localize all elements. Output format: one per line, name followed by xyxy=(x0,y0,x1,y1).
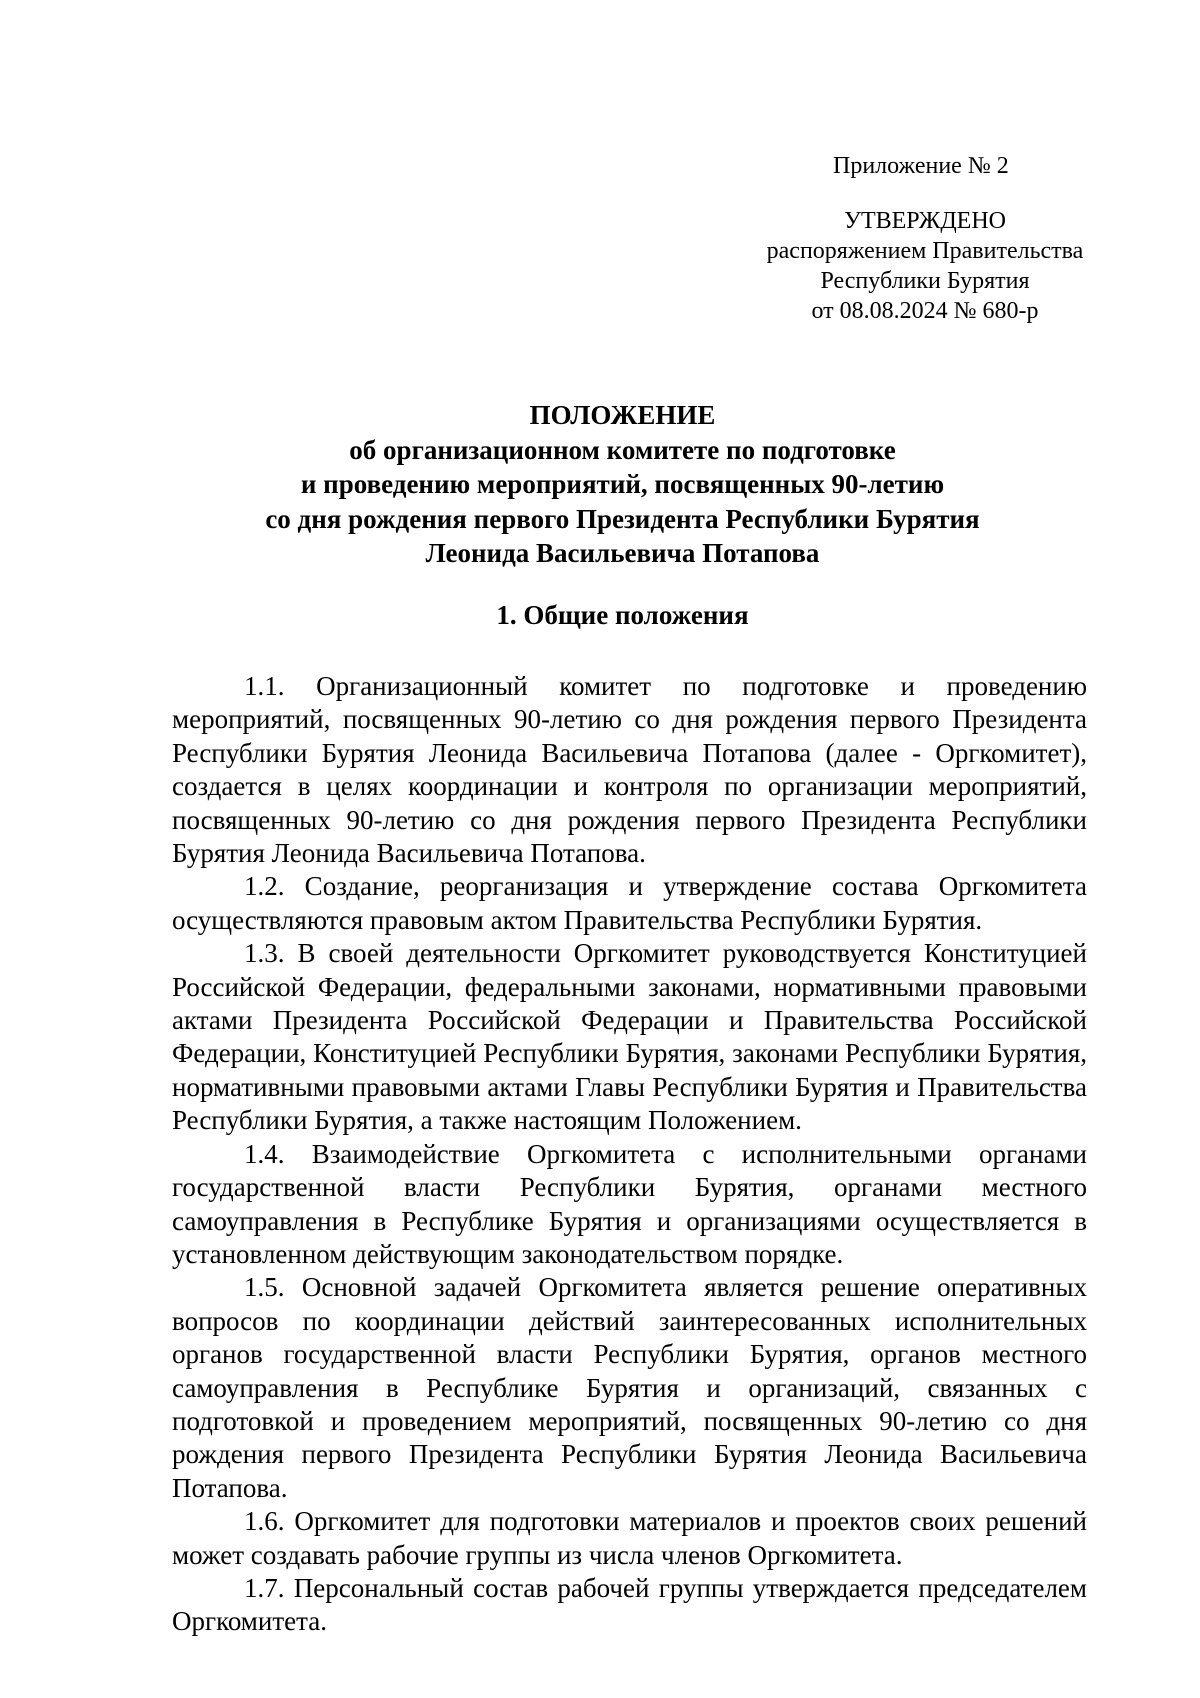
title-line: со дня рождения первого Президента Республики Бурятия xyxy=(265,503,980,534)
paragraph: 1.3. В своей деятельности Оргкомитет руководствуется Конституцией Российской Федерации, федеральными законами, нормативными правовыми актами Президента Российской Федерации и Правительства Российской Федерации, Конституцией Республики Бурятия, законами Республики Бурятия, нормативными правовыми актами Главы Республики Бурятия и Правительства Республики Бурятия, а также настоящим Положением. xyxy=(172,938,1087,1136)
document-title xyxy=(160,398,1085,571)
approval-line: Республики Бурятия xyxy=(820,268,1030,294)
section-body xyxy=(172,670,1087,1639)
paragraph: 1.2. Создание, реорганизация и утверждение состава Оргкомитета осуществляются правовым актом Правительства Республики Бурятия. xyxy=(172,871,1087,935)
approval-line: от 08.08.2024 № 680-р xyxy=(811,298,1039,324)
paragraph: 1.5. Основной задачей Оргкомитета является решение оперативных вопросов по координации действий заинтересованных исполнительных органов государственной власти Республики Бурятия, органов местного самоуправления в Республике Бурятия и организаций, связанных с подготовкой и проведением мероприятий, посвященных 90-летию со дня рождения первого Президента Республики Бурятия Леонида Васильевича Потапова. xyxy=(172,1272,1087,1503)
section-heading: 1. Общие положения xyxy=(496,600,749,630)
paragraph: 1.4. Взаимодействие Оргкомитета с исполнительными органами государственной власти Республики Бурятия, органами местного самоуправления в Республике Бурятия и организациями осуществляется в установленном действующим законодательством порядке. xyxy=(172,1138,1087,1269)
approval-line: УТВЕРЖДЕНО xyxy=(843,208,1007,234)
title-line: об организационном комитете по подготовке xyxy=(349,434,896,465)
appendix-label: Приложение № 2 xyxy=(833,153,1009,179)
title-line: Леонида Васильевича Потапова xyxy=(425,538,820,568)
title-line: и проведению мероприятий, посвященных 90-летию xyxy=(300,469,945,499)
approval-stamp xyxy=(760,206,1090,326)
paragraph: 1.7. Персональный состав рабочей группы утверждается председателем Оргкомитета. xyxy=(172,1572,1087,1637)
title-line: ПОЛОЖЕНИЕ xyxy=(529,400,716,430)
paragraph: 1.6. Оргкомитет для подготовки материалов и проектов своих решений может создавать рабочие группы из числа членов Оргкомитета. xyxy=(172,1506,1087,1570)
paragraph: 1.1. Организационный комитет по подготовке и проведению мероприятий, посвященных 90-летию со дня рождения первого Президента Республики Бурятия Леонида Васильевича Потапова (далее - Оргкомитет), создается в целях координации и контроля по организации мероприятий, посвященных 90-летию со дня рождения первого Президента Республики Бурятия Леонида Васильевича Потапова. xyxy=(172,671,1087,869)
approval-line: распоряжением Правительства xyxy=(766,238,1084,264)
